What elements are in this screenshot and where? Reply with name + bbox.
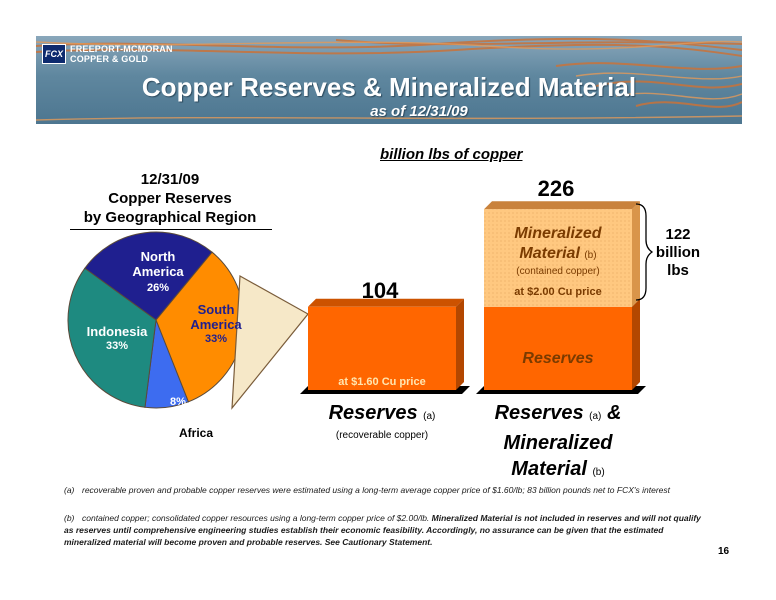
logo-line-1: FREEPORT-MCMORAN (70, 44, 173, 54)
pie-title-line-2: Copper Reserves (108, 190, 232, 207)
footnote-mark: (a) (423, 411, 436, 422)
combined-reserves-label: Reserves (522, 350, 594, 367)
pie-value-indonesia: 33% (105, 340, 129, 352)
slice-name: North America (132, 249, 184, 279)
footnote-bold-text: Mineralized Material is not included in reserves and will not qualify as reserves until comprehensive engineering studies establish their economic feasibility. Accordingly, no assurance can be given that the estimated mineralized material will become proven and probable reserves. See Cautionary Statement. (64, 513, 701, 547)
footnote-mark: (b) (584, 250, 597, 261)
footnote-text: contained copper; consolidated copper resources using a long-term copper price of $2.00/lb. (82, 513, 430, 523)
category-word-1: Reserves (494, 402, 584, 424)
bar-side-1-1 (632, 201, 640, 307)
category-word-2: Mineralized (503, 432, 613, 454)
bar-side-0-0 (456, 299, 464, 390)
brace-unit-1: billion (655, 244, 701, 261)
bar-reserves-1 (484, 307, 632, 390)
footnote-mark: (a) (589, 411, 602, 422)
pie-value-north-america: 26% (146, 282, 170, 294)
brace-unit-2: lbs (667, 262, 689, 279)
pie-title-line-3: by Geographical Region (83, 209, 257, 226)
bar-top-1 (484, 201, 640, 209)
pie-value-south-america: 33% (204, 333, 228, 345)
category-label-combined (470, 400, 646, 486)
unit-label: billion lbs of copper (380, 146, 523, 163)
footnote-a (64, 484, 712, 496)
combined-total-label: 226 (537, 176, 575, 201)
page-number: 16 (718, 546, 730, 557)
footnote-text: recoverable proven and probable copper reserves were estimated using a long-term average copper price of $1.60/lb; 83 billion pounds net to FCX's interest (82, 485, 670, 495)
material-word: Material (519, 245, 580, 262)
page-title: Copper Reserves & Mineralized Material (141, 72, 637, 102)
logo-line-2: COPPER & GOLD (70, 54, 149, 64)
category-word-3: Material (511, 458, 587, 480)
bar-side-0-1 (632, 299, 640, 390)
mineralized-word: Mineralized (514, 225, 602, 242)
footnote-marker: (b) (64, 513, 75, 523)
reserves-price-label: at $1.60 Cu price (338, 376, 426, 388)
pie-value-africa: 8% (170, 396, 186, 408)
fcx-logo-mark: FCX (42, 44, 66, 64)
page-subtitle: as of 12/31/09 (370, 103, 468, 120)
category-label-reserves (300, 402, 464, 425)
footnote-mark: (b) (592, 467, 605, 478)
pie-label-north-america (118, 249, 198, 279)
brace-value: 122 (665, 226, 691, 243)
pie-label-indonesia: Indonesia (86, 324, 148, 339)
footnote-marker: (a) (64, 485, 75, 495)
pie-label-south-america (176, 302, 256, 332)
footnote-b (64, 512, 712, 548)
mineralized-sub-label: (contained copper) (516, 266, 600, 277)
category-name: Reserves (328, 402, 418, 424)
pie-title-line-1: 12/31/09 (140, 171, 200, 188)
brace-label (650, 226, 706, 280)
mineralized-price-label: at $2.00 Cu price (514, 286, 602, 298)
category-sub-reserves: (recoverable copper) (335, 430, 429, 441)
mineralized-label (484, 224, 632, 266)
slice-name: South America (190, 302, 242, 332)
pie-label-africa: Africa (178, 426, 213, 440)
ampersand: & (606, 402, 622, 424)
reserves-total-label: 104 (361, 278, 399, 303)
